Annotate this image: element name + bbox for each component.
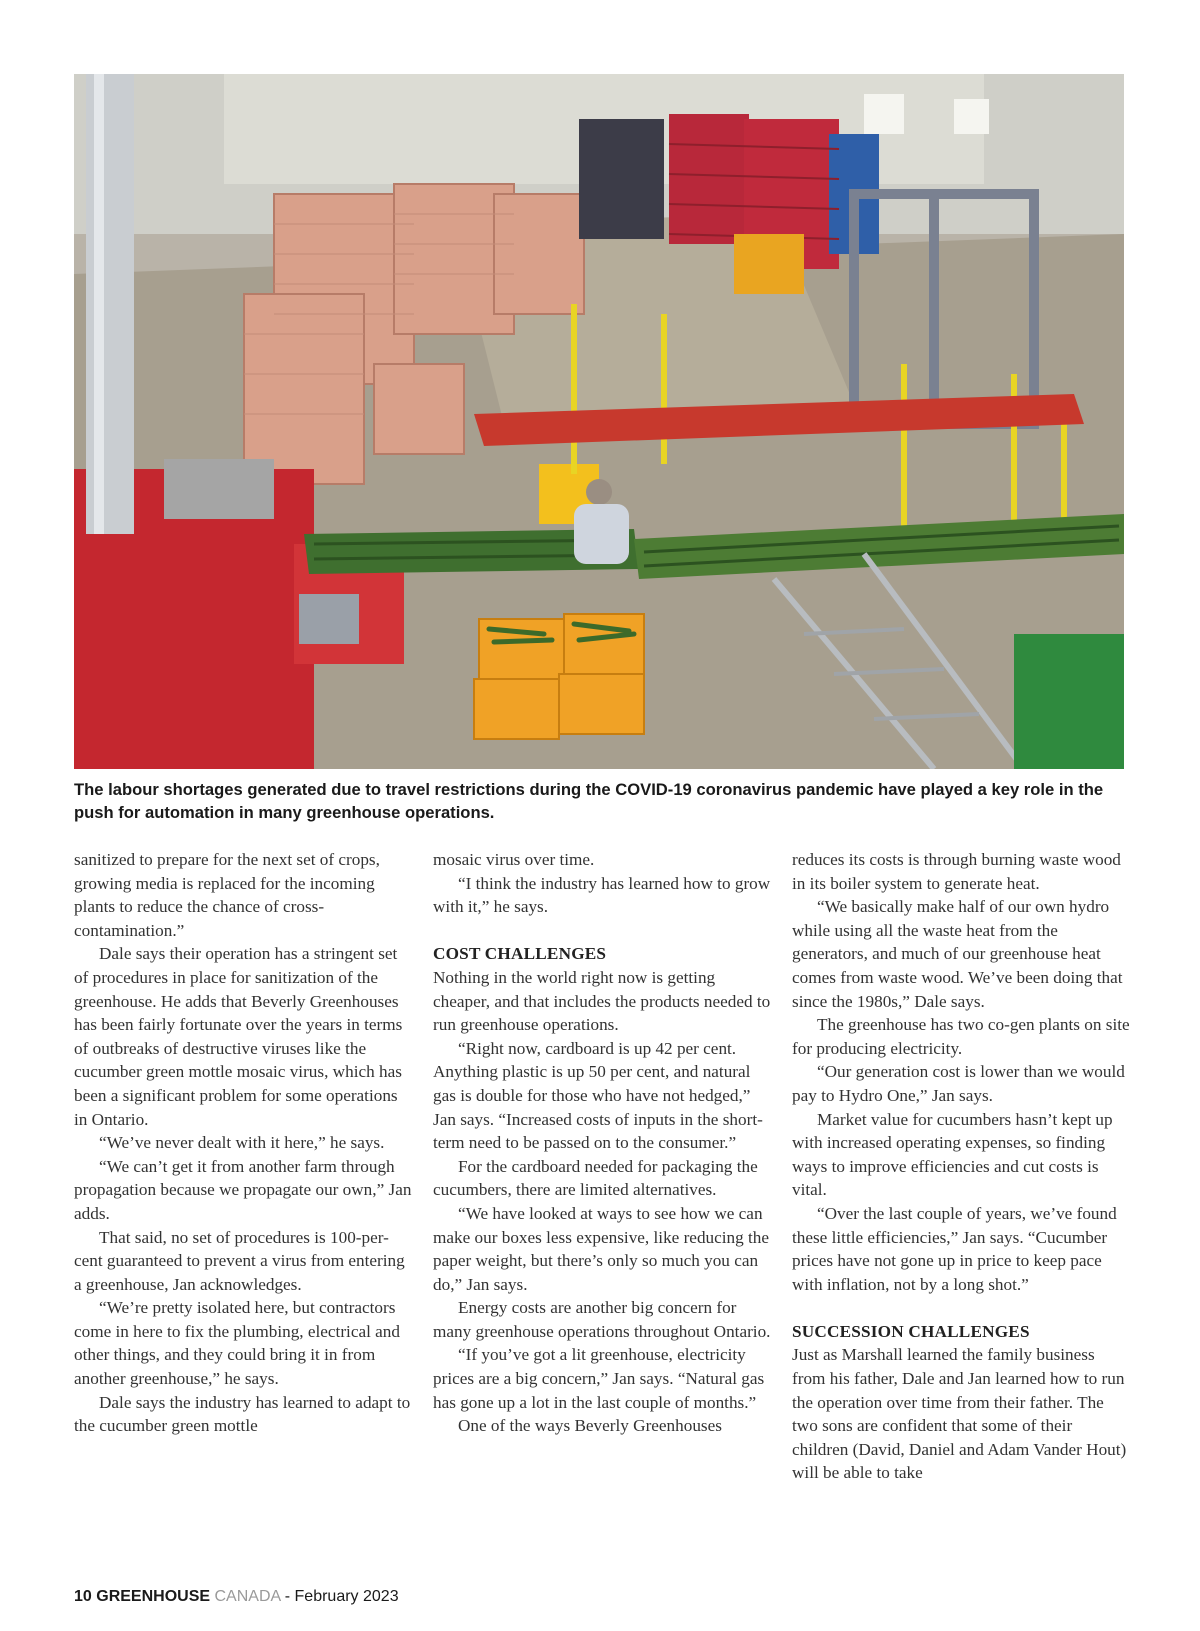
paragraph: One of the ways Beverly Greenhouses bbox=[458, 1416, 722, 1436]
paragraph: sanitized to prepare for the next set of crops, growing media is replaced for the incoming plants to reduce the chance of cross-contamination.” bbox=[74, 850, 380, 940]
paragraph: “I think the industry has learned how to grow with it,” he says. bbox=[433, 873, 771, 917]
paragraph: mosaic virus over time. bbox=[433, 850, 595, 869]
packing-facility-photo bbox=[74, 74, 1124, 769]
paragraph: “We can’t get it from another farm through propagation because we propagate our own,” Jan adds. bbox=[74, 1156, 412, 1223]
paragraph: The greenhouse has two co-gen plants on site for producing electricity. bbox=[792, 1015, 1130, 1058]
article-column-3 bbox=[792, 848, 1132, 1485]
magazine-name: GREENHOUSE bbox=[96, 1588, 211, 1605]
paragraph: For the cardboard needed for packaging the cucumbers, there are limited alternatives. bbox=[433, 1156, 758, 1200]
section-heading-cost-challenges: COST CHALLENGES bbox=[433, 944, 607, 964]
paragraph: “Right now, cardboard is up 42 per cent. Anything plastic is up 50 per cent, and natural gas is double for those who have not hedged,” Jan says. “Increased costs of inputs in the short-term need to be passed on to the consumer.” bbox=[433, 1038, 763, 1153]
photo-illustration bbox=[74, 74, 1124, 769]
page-footer bbox=[74, 1588, 399, 1606]
paragraph: “Our generation cost is lower than we would pay to Hydro One,” Jan says. bbox=[792, 1062, 1125, 1105]
section-heading-succession-challenges: SUCCESSION CHALLENGES bbox=[792, 1321, 1030, 1341]
paragraph: Just as Marshall learned the family business from his father, Dale and Jan learned how to run the operation over time from their father. The two sons are confident that some of their children (David, Daniel and Adam Vander Hout) will be able to take bbox=[792, 1345, 1127, 1483]
paragraph: Nothing in the world right now is getting cheaper, and that includes the products needed to run greenhouse operations. bbox=[433, 967, 771, 1035]
paragraph: “We’ve never dealt with it here,” he says. bbox=[99, 1133, 385, 1153]
paragraph: “We have looked at ways to see how we can make our boxes less expensive, like reducing the paper weight, but there’s only so much you can do,” Jan says. bbox=[433, 1203, 770, 1294]
issue-date: - February 2023 bbox=[284, 1588, 399, 1605]
photo-caption: The labour shortages generated due to travel restrictions during the COVID-19 coronavirus pandemic have played a key role in the push for automation in many greenhouse operations. bbox=[74, 780, 1104, 822]
paragraph: That said, no set of procedures is 100-per-cent guaranteed to prevent a virus from entering a greenhouse, Jan acknowledges. bbox=[74, 1227, 405, 1294]
paragraph: “We’re pretty isolated here, but contractors come in here to fix the plumbing, electrical and other things, and they could bring it in from another greenhouse,” he says. bbox=[74, 1298, 400, 1389]
paragraph: “We basically make half of our own hydro while using all the waste heat from the generators, and much of our greenhouse heat comes from waste wood. We’ve been doing that since the 1980s,” Dale says. bbox=[792, 897, 1123, 1011]
paragraph: reduces its costs is through burning waste wood in its boiler system to generate heat. bbox=[792, 850, 1121, 893]
magazine-name-suffix: CANADA bbox=[214, 1588, 281, 1605]
paragraph: Dale says the industry has learned to adapt to the cucumber green mottle bbox=[74, 1392, 411, 1436]
article-column-2 bbox=[433, 848, 773, 1438]
paragraph: “Over the last couple of years, we’ve found these little efficiencies,” Jan says. “Cucumber prices have not gone up in price to keep pace with inflation, not by a long shot.” bbox=[792, 1203, 1117, 1294]
paragraph: “If you’ve got a lit greenhouse, electricity prices are a big concern,” Jan says. “Natural gas has gone up a lot in the last couple of months.” bbox=[433, 1345, 765, 1412]
page-number: 10 bbox=[74, 1588, 92, 1605]
paragraph: Dale says their operation has a stringent set of procedures in place for sanitization of the greenhouse. He adds that Beverly Greenhouses has been fairly fortunate over the years in terms of outbreaks of destructive viruses like the cucumber green mottle mosaic virus, which has been a significant problem for some operations in Ontario. bbox=[74, 944, 403, 1129]
paragraph: Market value for cucumbers hasn’t kept up with increased operating expenses, so finding ways to improve efficiencies and cut costs is vital. bbox=[792, 1109, 1113, 1200]
paragraph: Energy costs are another big concern for many greenhouse operations throughout Ontario. bbox=[433, 1298, 771, 1341]
article-column-1 bbox=[74, 848, 414, 1438]
